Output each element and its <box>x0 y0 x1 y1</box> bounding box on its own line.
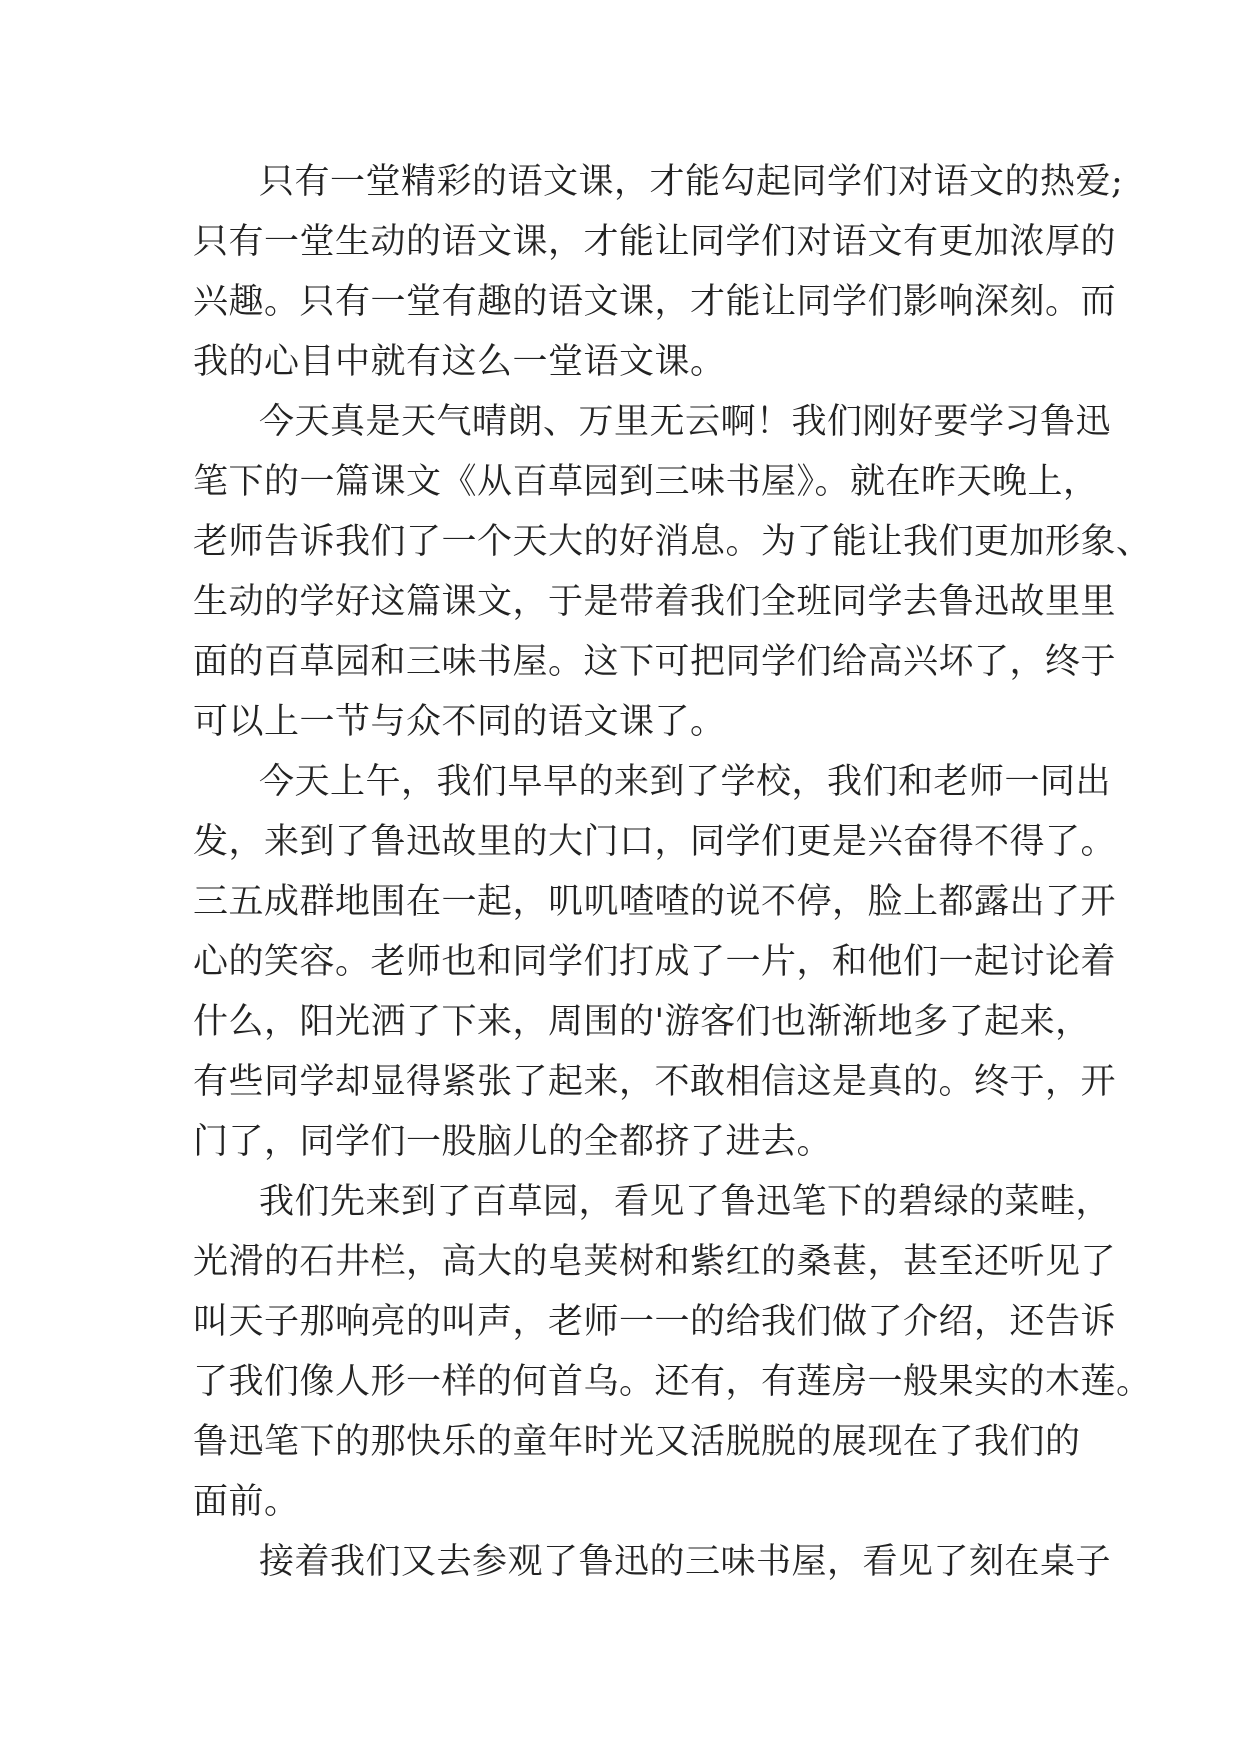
paragraph-2 <box>193 392 1152 752</box>
text-line: 门了，同学们一股脑儿的全都挤了进去。 <box>193 1122 833 1162</box>
paragraph-5 <box>193 1532 1112 1592</box>
paragraph-4 <box>193 1172 1152 1532</box>
text-line: 光滑的石井栏，高大的皂荚树和紫红的桑葚，甚至还听见了 <box>193 1242 1117 1282</box>
text-line: 老师告诉我们了一个天大的好消息。为了能让我们更加形象、 <box>193 522 1152 562</box>
text-line: 只有一堂生动的语文课，才能让同学们对语文有更加浓厚的 <box>193 222 1117 262</box>
text-line: 发，来到了鲁迅故里的大门口，同学们更是兴奋得不得了。 <box>193 822 1117 862</box>
text-line: 叫天子那响亮的叫声，老师一一的给我们做了介绍，还告诉 <box>193 1302 1117 1342</box>
text-line: 什么，阳光洒了下来，周围的'游客们也渐渐地多了起来， <box>193 1002 1091 1042</box>
text-line: 兴趣。只有一堂有趣的语文课，才能让同学们影响深刻。而 <box>193 282 1117 322</box>
text-line: 今天上午，我们早早的来到了学校，我们和老师一同出 <box>259 762 1112 802</box>
text-line: 三五成群地围在一起，叽叽喳喳的说不停，脸上都露出了开 <box>193 882 1117 922</box>
text-line: 面前。 <box>193 1482 300 1522</box>
text-line: 接着我们又去参观了鲁迅的三味书屋，看见了刻在桌子 <box>259 1542 1112 1582</box>
text-line: 生动的学好这篇课文，于是带着我们全班同学去鲁迅故里里 <box>193 582 1117 622</box>
text-line: 只有一堂精彩的语文课，才能勾起同学们对语文的热爱; <box>259 162 1124 202</box>
text-line: 今天真是天气晴朗、万里无云啊！我们刚好要学习鲁迅 <box>259 402 1112 442</box>
text-line: 鲁迅笔下的那快乐的童年时光又活脱脱的展现在了我们的 <box>193 1422 1081 1462</box>
text-line: 我们先来到了百草园，看见了鲁迅笔下的碧绿的菜畦， <box>259 1182 1112 1222</box>
text-line: 心的笑容。老师也和同学们打成了一片，和他们一起讨论着 <box>193 942 1117 982</box>
text-line: 笔下的一篇课文《从百草园到三味书屋》。就在昨天晚上， <box>193 462 1099 502</box>
text-line: 了我们像人形一样的何首乌。还有，有莲房一般果实的木莲。 <box>193 1362 1152 1402</box>
text-line: 我的心目中就有这么一堂语文课。 <box>193 342 726 382</box>
document-body <box>193 152 1152 1592</box>
text-line: 面的百草园和三味书屋。这下可把同学们给高兴坏了，终于 <box>193 642 1117 682</box>
text-line: 可以上一节与众不同的语文课了。 <box>193 702 726 742</box>
text-line: 有些同学却显得紧张了起来，不敢相信这是真的。终于，开 <box>193 1062 1117 1102</box>
paragraph-1 <box>193 152 1124 392</box>
paragraph-3 <box>193 752 1117 1172</box>
